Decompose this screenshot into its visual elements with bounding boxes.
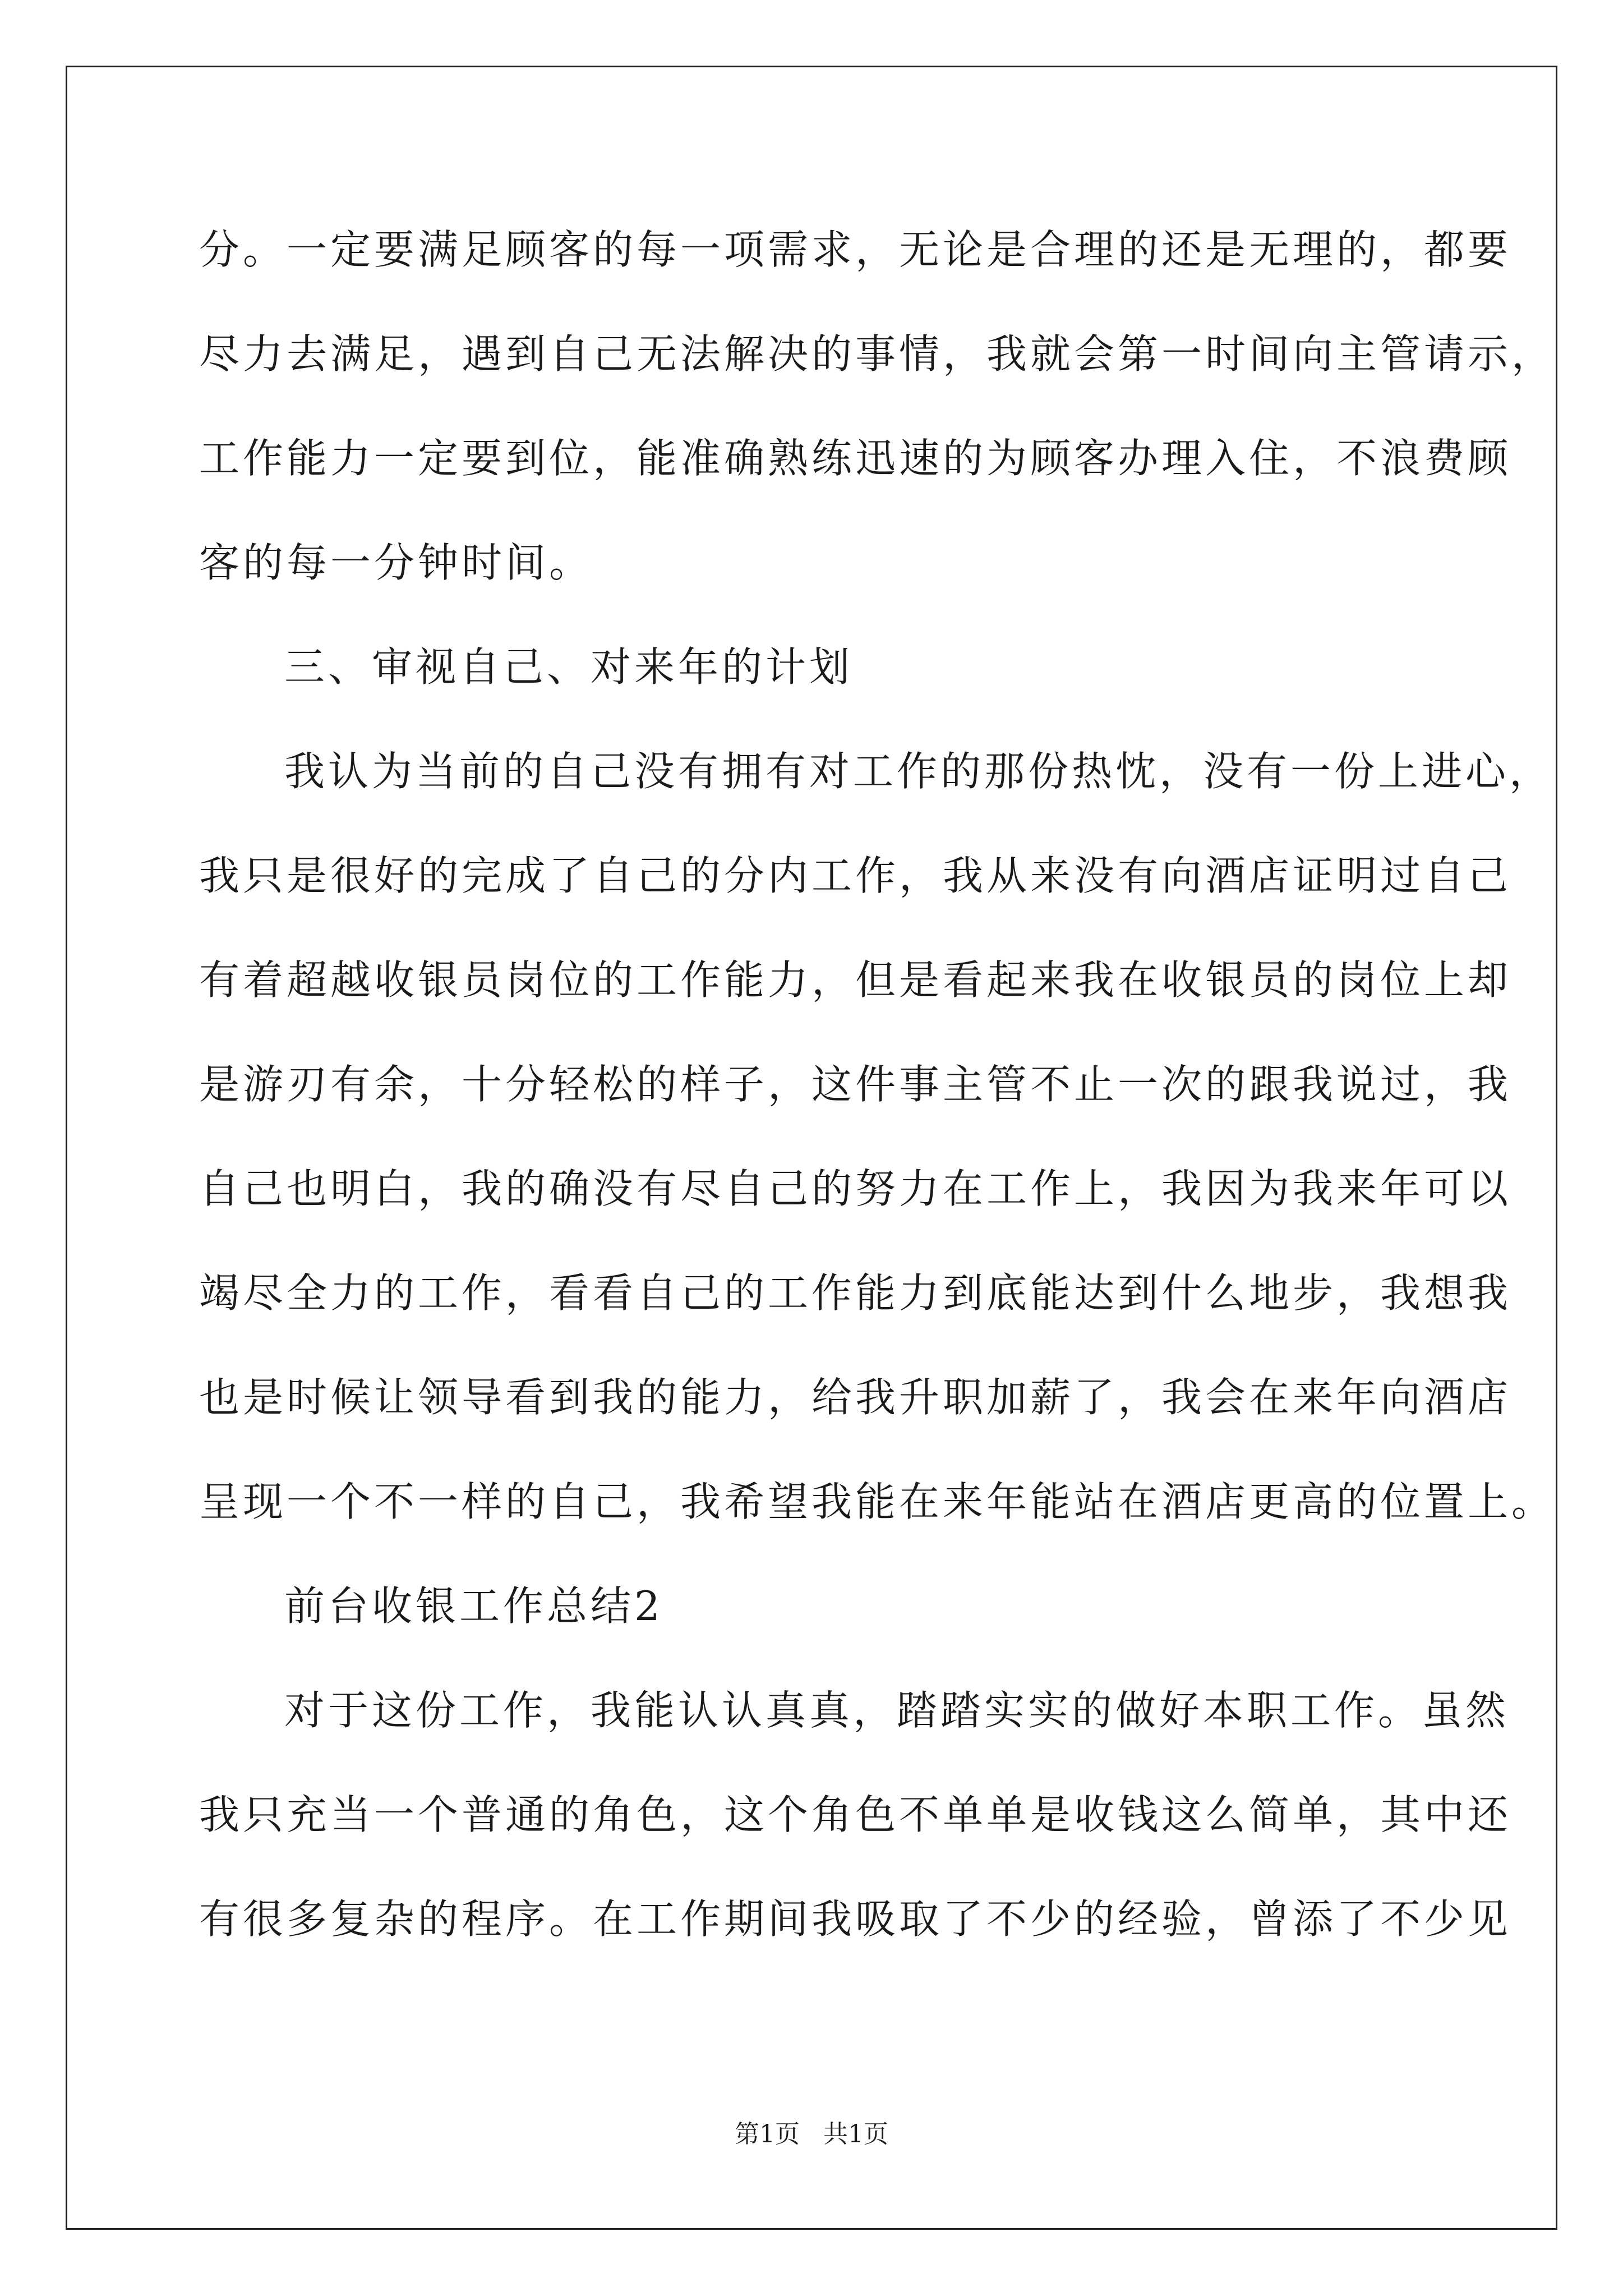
page-number-footer: 第1页 共1页 <box>735 2120 888 2148</box>
text-line: 工作能力一定要到位，能准确熟练迅速的为顾客办理入住，不浪费顾 <box>199 435 1512 482</box>
text-line: 客的每一分钟时间。 <box>199 539 593 586</box>
text-line: 竭尽全力的工作，看看自己的工作能力到底能达到什么地步，我想我 <box>199 1269 1512 1317</box>
text-line: 有着超越收银员岗位的工作能力，但是看起来我在收银员的岗位上却 <box>199 956 1512 1004</box>
text-line: 尽力去满足，遇到自己无法解决的事情，我就会第一时间向主管请示， <box>199 330 1556 378</box>
text-line: 分。一定要满足顾客的每一项需求，无论是合理的还是无理的，都要 <box>199 226 1512 273</box>
document-body <box>199 213 1556 1987</box>
text-line: 有很多复杂的程序。在工作期间我吸取了不少的经验，曾添了不少见 <box>199 1895 1512 1943</box>
section-heading: 前台收银工作总结2 <box>284 1582 663 1630</box>
text-line: 我只是很好的完成了自己的分内工作，我从来没有向酒店证明过自己 <box>199 852 1512 899</box>
text-line: 我认为当前的自己没有拥有对工作的那份热忱，没有一份上进心， <box>284 748 1553 795</box>
text-line: 呈现一个不一样的自己，我希望我能在来年能站在酒店更高的位置上。 <box>199 1478 1556 1525</box>
section-heading: 三、审视自己、对来年的计划 <box>284 643 854 691</box>
text-line: 是游刃有余，十分轻松的样子，这件事主管不止一次的跟我说过，我 <box>199 1061 1512 1108</box>
text-line: 自己也明白，我的确没有尽自己的努力在工作上，我因为我来年可以 <box>199 1165 1512 1212</box>
text-line: 对于这份工作，我能认认真真，踏踏实实的做好本职工作。虽然 <box>284 1687 1510 1734</box>
text-line: 也是时候让领导看到我的能力，给我升职加薪了，我会在来年向酒店 <box>199 1374 1512 1421</box>
text-line: 我只充当一个普通的角色，这个角色不单单是收钱这么简单，其中还 <box>199 1791 1512 1838</box>
